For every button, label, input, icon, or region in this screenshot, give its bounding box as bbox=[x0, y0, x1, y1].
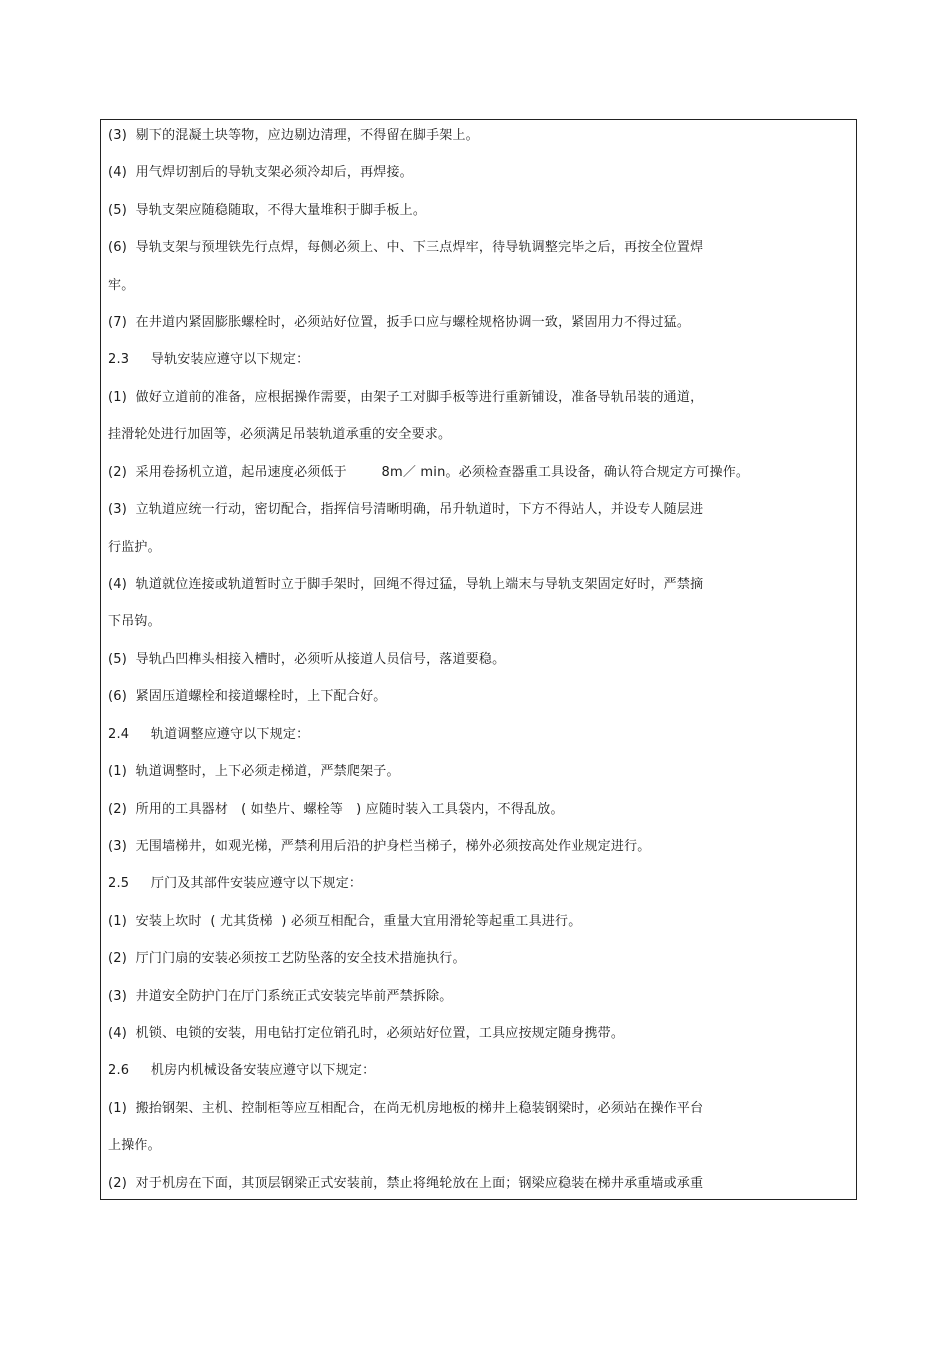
section-heading: 2.5 厅门及其部件安装应遵守以下规定： bbox=[108, 876, 363, 891]
section-heading: 2.6 机房内机械设备安装应遵守以下规定： bbox=[108, 1063, 376, 1078]
text-line: 行监护。 bbox=[108, 540, 161, 555]
text-line: (5) 导轨支架应随稳随取，不得大量堆积于脚手板上。 bbox=[108, 203, 427, 218]
text-line: 下吊钩。 bbox=[108, 614, 161, 629]
section-heading: 2.4 轨道调整应遵守以下规定： bbox=[108, 727, 310, 742]
text-line: (4) 用气焊切割后的导轨支架必须冷却后，再焊接。 bbox=[108, 165, 413, 180]
text-line: (5) 导轨凸凹榫头相接入槽时，必须听从接道人员信号，落道要稳。 bbox=[108, 652, 506, 667]
text-line: (1) 做好立道前的准备，应根据操作需要，由架子工对脚手板等进行重新铺设，准备导轨吊装的通道， bbox=[108, 390, 704, 405]
text-line: (3) 剔下的混凝土块等物，应边剔边清理，不得留在脚手架上。 bbox=[108, 128, 479, 143]
text-line: (4) 轨道就位连接或轨道暂时立于脚手架时，回绳不得过猛，导轨上端末与导轨支架固定好时，严禁摘 bbox=[108, 577, 704, 592]
text-line: 上操作。 bbox=[108, 1138, 161, 1153]
text-line: (2) 厅门门扇的安装必须按工艺防坠落的安全技术措施执行。 bbox=[108, 951, 466, 966]
text-line: 牢。 bbox=[108, 278, 135, 293]
text-line: (1) 安装上坎时 ( 尤其货梯 ) 必须互相配合，重量大宜用滑轮等起重工具进行。 bbox=[108, 914, 582, 929]
text-line: (1) 搬抬钢架、主机、控制柜等应互相配合，在尚无机房地板的梯井上稳装钢梁时，必须站在操作平台 bbox=[108, 1101, 704, 1116]
text-line: (7) 在井道内紧固膨胀螺栓时，必须站好位置，扳手口应与螺栓规格协调一致，紧固用力不得过猛。 bbox=[108, 315, 691, 330]
text-line: (2) 对于机房在下面，其顶层钢梁正式安装前，禁止将绳轮放在上面；钢梁应稳装在梯井承重墙或承重 bbox=[108, 1176, 704, 1191]
section-heading: 2.3 导轨安装应遵守以下规定： bbox=[108, 352, 310, 367]
text-line: (2) 所用的工具器材 ( 如垫片、螺栓等 ) 应随时装入工具袋内，不得乱放。 bbox=[108, 802, 564, 817]
text-line: (6) 导轨支架与预埋铁先行点焊，每侧必须上、中、下三点焊牢，待导轨调整完毕之后，再按全位置焊 bbox=[108, 240, 704, 255]
text-line: (3) 井道安全防护门在厅门系统正式安装完毕前严禁拆除。 bbox=[108, 989, 453, 1004]
text-line: (1) 轨道调整时，上下必须走梯道，严禁爬架子。 bbox=[108, 764, 400, 779]
text-line: (2) 采用卷扬机立道，起吊速度必须低于 8m／ min。必须检查器重工具设备，确认符合规定方可操作。 bbox=[108, 465, 750, 480]
text-line: (6) 紧固压道螺栓和接道螺栓时，上下配合好。 bbox=[108, 689, 387, 704]
text-line: (3) 无围墙梯井，如观光梯，严禁利用后沿的护身栏当梯子，梯外必须按高处作业规定进行。 bbox=[108, 839, 651, 854]
text-line: (3) 立轨道应统一行动，密切配合，指挥信号清晰明确，吊升轨道时，下方不得站人，并设专人随层进 bbox=[108, 502, 704, 517]
text-line: 挂滑轮处进行加固等，必须满足吊装轨道承重的安全要求。 bbox=[108, 427, 452, 442]
text-line: (4) 机锁、电锁的安装，用电钻打定位销孔时，必须站好位置，工具应按规定随身携带。 bbox=[108, 1026, 625, 1041]
